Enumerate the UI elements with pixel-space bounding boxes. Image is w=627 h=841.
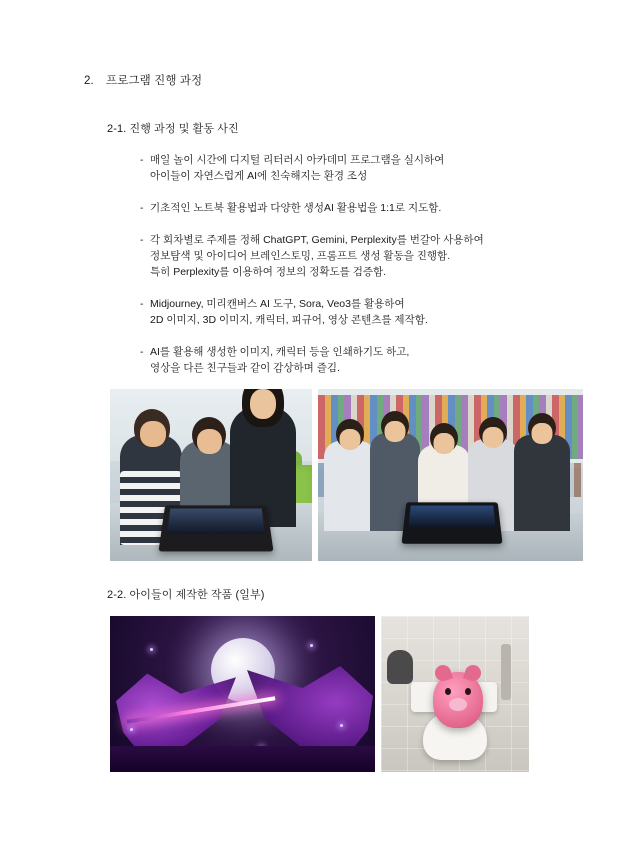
bullet-line: AI를 활용해 생성한 이미지, 캐릭터 등을 인쇄하기도 하고,	[150, 346, 410, 358]
photo-row-artworks	[110, 616, 529, 772]
subsection-heading-2-2: 2-2. 아이들이 제작한 작품 (일부)	[107, 589, 265, 601]
child-face	[140, 421, 166, 447]
bullet-item	[140, 200, 580, 216]
bullet-item	[140, 344, 580, 376]
character-snout	[449, 698, 467, 711]
bullet-marker: -	[140, 234, 144, 246]
photo-ai-artwork-pink-character-bathroom	[381, 616, 529, 772]
bullet-line: 기초적인 노트북 활용법과 다양한 생성AI 활용법을 1:1로 지도함.	[150, 202, 442, 214]
child-face	[434, 433, 455, 454]
bullet-marker: -	[140, 298, 144, 310]
teacher-face	[250, 389, 276, 419]
bullet-text	[150, 344, 580, 376]
pipe	[501, 644, 511, 700]
bullet-line: 아이들이 자연스럽게 AI에 친숙해지는 환경 조성	[150, 170, 368, 182]
bullet-text	[150, 296, 580, 328]
bullet-item	[140, 232, 580, 280]
bullet-marker: -	[140, 154, 144, 166]
child-face	[385, 421, 406, 442]
section-title: 프로그램 진행 과정	[106, 75, 203, 87]
child-face	[483, 427, 504, 448]
subsection-heading-2-1: 2-1. 진행 과정 및 활동 사진	[107, 123, 239, 135]
bullet-line: 정보탐색 및 아이디어 브레인스토밍, 프롬프트 생성 활동을 진행함.	[150, 250, 451, 262]
spark	[310, 644, 313, 647]
laptop-screen	[167, 509, 265, 535]
bullet-item	[140, 152, 580, 184]
bullet-text	[150, 232, 580, 280]
child-face	[532, 423, 553, 444]
bullet-item	[140, 296, 580, 328]
bullet-list	[140, 152, 580, 392]
bullet-line: Midjourney, 미리캔버스 AI 도구, Sora, Veo3를 활용하여	[150, 298, 405, 310]
child-face	[197, 429, 222, 454]
section-number: 2.	[84, 75, 94, 87]
bullet-text	[150, 152, 580, 184]
photo-group-kids-library-laptop	[318, 389, 583, 561]
child-figure	[514, 435, 570, 531]
bullet-line: 각 회차별로 주제를 정해 ChatGPT, Gemini, Perplexity를 번갈아 사용하여	[150, 234, 484, 246]
character-eye	[445, 688, 451, 695]
dark-object	[387, 650, 413, 684]
bullet-marker: -	[140, 202, 144, 214]
spark	[130, 728, 133, 731]
bullet-text	[150, 200, 580, 216]
child-figure	[324, 441, 376, 531]
laptop	[158, 505, 273, 551]
bullet-line: 특히 Perplexity를 이용하여 정보의 정확도를 검증함.	[150, 266, 387, 278]
bullet-line: 매일 놀이 시간에 디지털 리터러시 아카데미 프로그램을 실시하여	[150, 154, 445, 166]
character-eye	[465, 688, 471, 695]
ground	[110, 746, 375, 772]
section-heading	[84, 72, 202, 88]
photo-ai-artwork-dragons-moon	[110, 616, 375, 772]
photo-row-activities	[110, 389, 583, 561]
laptop-screen	[408, 506, 495, 529]
spark	[150, 648, 153, 651]
photo-kids-laptop-teacher	[110, 389, 312, 561]
bullet-line: 2D 이미지, 3D 이미지, 캐릭터, 피규어, 영상 콘텐츠를 제작함.	[150, 314, 428, 326]
child-face	[340, 429, 361, 450]
pink-character	[433, 672, 483, 728]
spark	[340, 724, 343, 727]
bullet-marker: -	[140, 346, 144, 358]
bullet-line: 영상을 다른 친구들과 같이 감상하며 즐김.	[150, 362, 340, 374]
laptop	[401, 502, 502, 543]
